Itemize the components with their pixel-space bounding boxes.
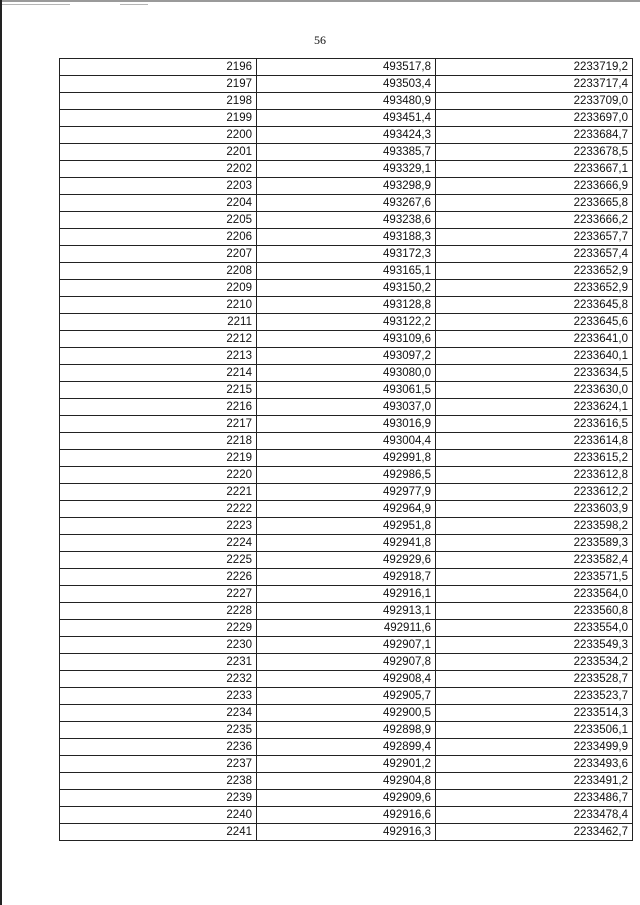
x-coordinate-cell: 493267,6 — [257, 195, 436, 212]
x-coordinate-cell: 493037,0 — [257, 399, 436, 416]
table-row — [60, 484, 633, 501]
point-number-cell: 2203 — [60, 178, 257, 195]
table-row — [60, 586, 633, 603]
y-coordinate-cell: 2233640,1 — [436, 348, 633, 365]
point-number-cell: 2230 — [60, 637, 257, 654]
point-number-cell: 2214 — [60, 365, 257, 382]
point-number-cell: 2198 — [60, 93, 257, 110]
table-row — [60, 399, 633, 416]
x-coordinate-cell: 493329,1 — [257, 161, 436, 178]
table-row — [60, 824, 633, 841]
y-coordinate-cell: 2233612,2 — [436, 484, 633, 501]
table-row — [60, 756, 633, 773]
y-coordinate-cell: 2233630,0 — [436, 382, 633, 399]
y-coordinate-cell: 2233634,5 — [436, 365, 633, 382]
point-number-cell: 2222 — [60, 501, 257, 518]
table-row — [60, 518, 633, 535]
x-coordinate-cell: 493150,2 — [257, 280, 436, 297]
y-coordinate-cell: 2233645,8 — [436, 297, 633, 314]
coordinates-table — [59, 58, 633, 841]
y-coordinate-cell: 2233616,5 — [436, 416, 633, 433]
point-number-cell: 2229 — [60, 620, 257, 637]
point-number-cell: 2196 — [60, 59, 257, 76]
y-coordinate-cell: 2233486,7 — [436, 790, 633, 807]
x-coordinate-cell: 492916,1 — [257, 586, 436, 603]
x-coordinate-cell: 493480,9 — [257, 93, 436, 110]
table-row — [60, 365, 633, 382]
point-number-cell: 2233 — [60, 688, 257, 705]
table-row — [60, 654, 633, 671]
point-number-cell: 2201 — [60, 144, 257, 161]
x-coordinate-cell: 493503,4 — [257, 76, 436, 93]
y-coordinate-cell: 2233598,2 — [436, 518, 633, 535]
table-row — [60, 688, 633, 705]
table-row — [60, 807, 633, 824]
x-coordinate-cell: 493004,4 — [257, 433, 436, 450]
y-coordinate-cell: 2233719,2 — [436, 59, 633, 76]
table-row — [60, 552, 633, 569]
point-number-cell: 2232 — [60, 671, 257, 688]
x-coordinate-cell: 493122,2 — [257, 314, 436, 331]
x-coordinate-cell: 492977,9 — [257, 484, 436, 501]
point-number-cell: 2231 — [60, 654, 257, 671]
y-coordinate-cell: 2233652,9 — [436, 280, 633, 297]
x-coordinate-cell: 493016,9 — [257, 416, 436, 433]
y-coordinate-cell: 2233603,9 — [436, 501, 633, 518]
point-number-cell: 2226 — [60, 569, 257, 586]
x-coordinate-cell: 493165,1 — [257, 263, 436, 280]
y-coordinate-cell: 2233582,4 — [436, 552, 633, 569]
point-number-cell: 2236 — [60, 739, 257, 756]
page-number: 56 — [314, 33, 326, 47]
table-row — [60, 297, 633, 314]
x-coordinate-cell: 492901,2 — [257, 756, 436, 773]
page-top-edge — [0, 0, 640, 2]
x-coordinate-cell: 492964,9 — [257, 501, 436, 518]
table-row — [60, 110, 633, 127]
point-number-cell: 2217 — [60, 416, 257, 433]
y-coordinate-cell: 2233554,0 — [436, 620, 633, 637]
table-row — [60, 416, 633, 433]
x-coordinate-cell: 492911,6 — [257, 620, 436, 637]
x-coordinate-cell: 492918,7 — [257, 569, 436, 586]
point-number-cell: 2202 — [60, 161, 257, 178]
y-coordinate-cell: 2233666,9 — [436, 178, 633, 195]
y-coordinate-cell: 2233478,4 — [436, 807, 633, 824]
table-row — [60, 569, 633, 586]
point-number-cell: 2227 — [60, 586, 257, 603]
y-coordinate-cell: 2233528,7 — [436, 671, 633, 688]
x-coordinate-cell: 493385,7 — [257, 144, 436, 161]
point-number-cell: 2211 — [60, 314, 257, 331]
point-number-cell: 2197 — [60, 76, 257, 93]
y-coordinate-cell: 2233624,1 — [436, 399, 633, 416]
table-row — [60, 76, 633, 93]
x-coordinate-cell: 492913,1 — [257, 603, 436, 620]
x-coordinate-cell: 492900,5 — [257, 705, 436, 722]
point-number-cell: 2223 — [60, 518, 257, 535]
point-number-cell: 2228 — [60, 603, 257, 620]
point-number-cell: 2216 — [60, 399, 257, 416]
y-coordinate-cell: 2233666,2 — [436, 212, 633, 229]
y-coordinate-cell: 2233462,7 — [436, 824, 633, 841]
table-row — [60, 382, 633, 399]
table-row — [60, 195, 633, 212]
point-number-cell: 2219 — [60, 450, 257, 467]
x-coordinate-cell: 492908,4 — [257, 671, 436, 688]
table-row — [60, 348, 633, 365]
x-coordinate-cell: 493080,0 — [257, 365, 436, 382]
table-row — [60, 127, 633, 144]
point-number-cell: 2237 — [60, 756, 257, 773]
table-row — [60, 671, 633, 688]
x-coordinate-cell: 492898,9 — [257, 722, 436, 739]
table-row — [60, 59, 633, 76]
point-number-cell: 2209 — [60, 280, 257, 297]
table-row — [60, 637, 633, 654]
x-coordinate-cell: 492916,3 — [257, 824, 436, 841]
y-coordinate-cell: 2233612,8 — [436, 467, 633, 484]
table-row — [60, 246, 633, 263]
x-coordinate-cell: 492929,6 — [257, 552, 436, 569]
y-coordinate-cell: 2233564,0 — [436, 586, 633, 603]
table-row — [60, 773, 633, 790]
point-number-cell: 2199 — [60, 110, 257, 127]
x-coordinate-cell: 493451,4 — [257, 110, 436, 127]
y-coordinate-cell: 2233491,2 — [436, 773, 633, 790]
table-row — [60, 229, 633, 246]
y-coordinate-cell: 2233657,7 — [436, 229, 633, 246]
y-coordinate-cell: 2233684,7 — [436, 127, 633, 144]
scan-mark — [0, 4, 70, 5]
y-coordinate-cell: 2233697,0 — [436, 110, 633, 127]
y-coordinate-cell: 2233493,6 — [436, 756, 633, 773]
table-row — [60, 161, 633, 178]
table-row — [60, 467, 633, 484]
table-row — [60, 603, 633, 620]
y-coordinate-cell: 2233614,8 — [436, 433, 633, 450]
y-coordinate-cell: 2233560,8 — [436, 603, 633, 620]
point-number-cell: 2241 — [60, 824, 257, 841]
table-row — [60, 263, 633, 280]
y-coordinate-cell: 2233652,9 — [436, 263, 633, 280]
y-coordinate-cell: 2233589,3 — [436, 535, 633, 552]
table-row — [60, 501, 633, 518]
x-coordinate-cell: 492899,4 — [257, 739, 436, 756]
point-number-cell: 2215 — [60, 382, 257, 399]
x-coordinate-cell: 493298,9 — [257, 178, 436, 195]
point-number-cell: 2239 — [60, 790, 257, 807]
x-coordinate-cell: 492904,8 — [257, 773, 436, 790]
table-row — [60, 535, 633, 552]
x-coordinate-cell: 492905,7 — [257, 688, 436, 705]
x-coordinate-cell: 492986,5 — [257, 467, 436, 484]
point-number-cell: 2200 — [60, 127, 257, 144]
table-row — [60, 144, 633, 161]
x-coordinate-cell: 493424,3 — [257, 127, 436, 144]
x-coordinate-cell: 493188,3 — [257, 229, 436, 246]
table-row — [60, 178, 633, 195]
point-number-cell: 2221 — [60, 484, 257, 501]
x-coordinate-cell: 493517,8 — [257, 59, 436, 76]
y-coordinate-cell: 2233709,0 — [436, 93, 633, 110]
x-coordinate-cell: 493109,6 — [257, 331, 436, 348]
x-coordinate-cell: 493061,5 — [257, 382, 436, 399]
coordinates-table-body — [60, 59, 633, 841]
y-coordinate-cell: 2233641,0 — [436, 331, 633, 348]
x-coordinate-cell: 492991,8 — [257, 450, 436, 467]
y-coordinate-cell: 2233665,8 — [436, 195, 633, 212]
point-number-cell: 2224 — [60, 535, 257, 552]
x-coordinate-cell: 493172,3 — [257, 246, 436, 263]
point-number-cell: 2235 — [60, 722, 257, 739]
y-coordinate-cell: 2233657,4 — [436, 246, 633, 263]
table-row — [60, 620, 633, 637]
x-coordinate-cell: 492941,8 — [257, 535, 436, 552]
y-coordinate-cell: 2233506,1 — [436, 722, 633, 739]
point-number-cell: 2206 — [60, 229, 257, 246]
y-coordinate-cell: 2233615,2 — [436, 450, 633, 467]
y-coordinate-cell: 2233499,9 — [436, 739, 633, 756]
point-number-cell: 2205 — [60, 212, 257, 229]
y-coordinate-cell: 2233717,4 — [436, 76, 633, 93]
x-coordinate-cell: 492951,8 — [257, 518, 436, 535]
table-row — [60, 450, 633, 467]
table-row — [60, 722, 633, 739]
y-coordinate-cell: 2233645,6 — [436, 314, 633, 331]
page-left-edge — [0, 0, 2, 905]
x-coordinate-cell: 493238,6 — [257, 212, 436, 229]
scan-mark — [120, 4, 148, 5]
table-row — [60, 739, 633, 756]
x-coordinate-cell: 492909,6 — [257, 790, 436, 807]
table-row — [60, 331, 633, 348]
point-number-cell: 2240 — [60, 807, 257, 824]
table-row — [60, 705, 633, 722]
table-row — [60, 280, 633, 297]
y-coordinate-cell: 2233678,5 — [436, 144, 633, 161]
y-coordinate-cell: 2233534,2 — [436, 654, 633, 671]
x-coordinate-cell: 493097,2 — [257, 348, 436, 365]
point-number-cell: 2207 — [60, 246, 257, 263]
point-number-cell: 2210 — [60, 297, 257, 314]
point-number-cell: 2213 — [60, 348, 257, 365]
x-coordinate-cell: 492916,6 — [257, 807, 436, 824]
point-number-cell: 2234 — [60, 705, 257, 722]
x-coordinate-cell: 493128,8 — [257, 297, 436, 314]
y-coordinate-cell: 2233549,3 — [436, 637, 633, 654]
x-coordinate-cell: 492907,8 — [257, 654, 436, 671]
table-row — [60, 93, 633, 110]
y-coordinate-cell: 2233523,7 — [436, 688, 633, 705]
point-number-cell: 2212 — [60, 331, 257, 348]
y-coordinate-cell: 2233514,3 — [436, 705, 633, 722]
table-row — [60, 212, 633, 229]
point-number-cell: 2204 — [60, 195, 257, 212]
x-coordinate-cell: 492907,1 — [257, 637, 436, 654]
table-row — [60, 314, 633, 331]
point-number-cell: 2225 — [60, 552, 257, 569]
y-coordinate-cell: 2233667,1 — [436, 161, 633, 178]
point-number-cell: 2208 — [60, 263, 257, 280]
point-number-cell: 2238 — [60, 773, 257, 790]
table-row — [60, 433, 633, 450]
point-number-cell: 2220 — [60, 467, 257, 484]
table-row — [60, 790, 633, 807]
point-number-cell: 2218 — [60, 433, 257, 450]
y-coordinate-cell: 2233571,5 — [436, 569, 633, 586]
